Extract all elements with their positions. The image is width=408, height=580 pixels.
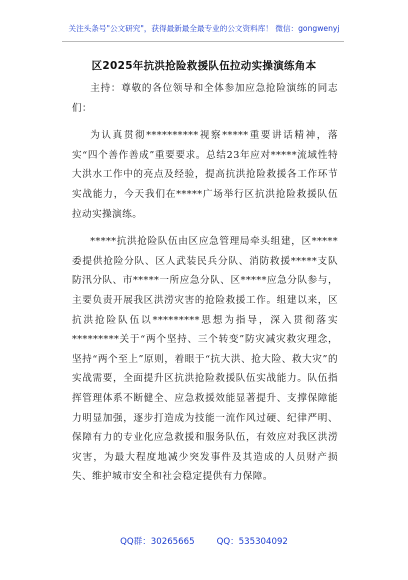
document-title: 区2025年抗洪抢险救援队伍拉动实操演练角本 bbox=[91, 60, 317, 72]
paragraph-purpose: 为认真贯彻**********视察*****重要讲话精神，落实“四个善作善成”重要要求。总结23年应对*****流域性特大洪水工作中的亮点及经验，提高抗洪抢险救援各工作环节实战能力，今天我们在*****广场举行区抗洪抢险救援队伍拉动实操演练。 bbox=[72, 130, 338, 220]
footer-contact bbox=[0, 535, 408, 547]
header-banner: 关注头条号"公文研究"，获得最新最全最专业的公文资料库！ 微信：gongwenyj bbox=[68, 24, 340, 33]
footer-qq-number: QQ：535304092 bbox=[216, 537, 288, 547]
document-body bbox=[72, 79, 338, 487]
paragraph-team-intro: *****抗洪抢险队伍由区应急管理局牵头组建，区*****委提供抢险分队、区人武装民兵分队、消防救援*****支队防汛分队、市*****一所应急分队、区*****应急分队参与，主要负责开展我区洪涝灾害的抢险救援工作。组建以来，区抗洪抢险队伍以*********思想为指导，深入贯彻落实*********关于“两个坚持、三个转变”防灾减灾救灾理念，坚持“两个至上”原则，着眼于“抗大洪、抢大险、救大灾”的实战需要，全面提升区抗洪抢险救援队伍实战能力。队伍指挥管理体系不断健全、应急救援效能显著提升、支撑保障能力明显加强，逐步打造成为技能一流作风过硬、纪律严明、保障有力的专业化应急救援和服务队伍，有效应对我区洪涝灾害，为最大程度地减少突发事件及其造成的人员财产损失、维护城市安全和社会稳定提供有力保障。 bbox=[72, 236, 338, 483]
paragraph-opening: 主持：尊敬的各位领导和全体参加应急抢险演练的同志们： bbox=[72, 83, 338, 114]
footer-qq-group: QQ群：30265665 bbox=[120, 537, 195, 547]
header-divider bbox=[62, 41, 344, 42]
